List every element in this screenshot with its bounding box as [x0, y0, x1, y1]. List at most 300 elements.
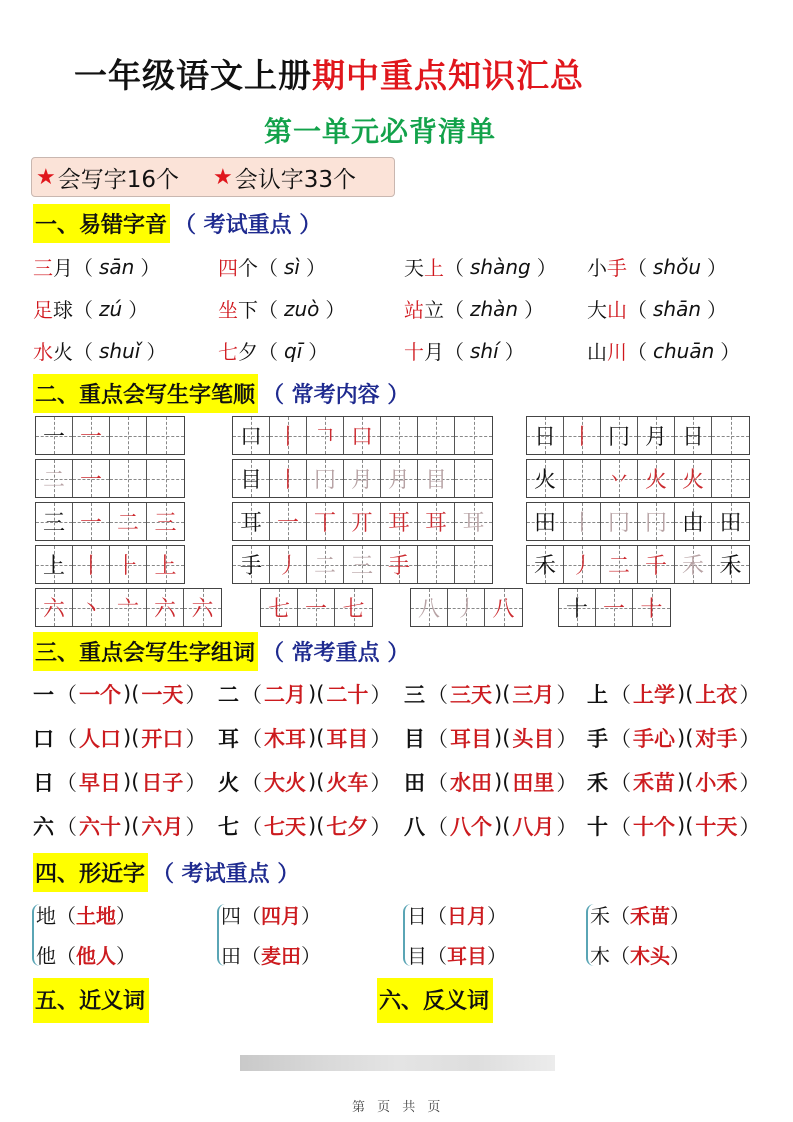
stroke-cell: [110, 460, 147, 497]
open-paren: （: [241, 944, 261, 968]
similar-item: [407, 940, 507, 969]
stroke-cell: [601, 460, 638, 497]
page-subtitle: 第一单元必背清单: [264, 115, 497, 148]
char: 月: [424, 340, 444, 364]
char: 目: [407, 944, 427, 968]
stroke-glyph: 火: [644, 468, 667, 493]
stroke-glyph: 三: [350, 554, 373, 579]
stroke-cell: [184, 589, 221, 626]
section-5-title: 五、近义词: [33, 978, 149, 1023]
close-paren: ）: [140, 256, 161, 280]
stroke-glyph: 丷: [607, 468, 630, 493]
stroke-cell: [307, 503, 344, 540]
close-paren: ）: [116, 944, 136, 968]
close-paren: ）: [536, 256, 557, 280]
stroke-cell: [270, 503, 307, 540]
stroke-cell: [564, 460, 601, 497]
stroke-cell: [307, 417, 344, 454]
stroke-glyph: 冂: [607, 511, 630, 536]
page-footer: 第 页 共 页: [352, 1100, 445, 1115]
pinyin-item: [587, 336, 740, 365]
paren-sep: )(: [494, 726, 511, 750]
open-paren: （: [258, 256, 278, 280]
char: 大: [587, 298, 607, 322]
open-paren: （: [241, 771, 262, 795]
open-paren: （: [241, 815, 262, 839]
close-paren: ）: [739, 771, 761, 795]
stroke-glyph: 二: [313, 554, 336, 579]
stroke-cell: [270, 417, 307, 454]
word-2: 对手: [695, 727, 738, 751]
open-paren: （: [56, 904, 76, 928]
char: 禾: [590, 904, 610, 928]
stroke-glyph: 耳: [462, 511, 485, 536]
open-paren: （: [627, 298, 647, 322]
stroke-cell: [381, 417, 418, 454]
word: 木头: [630, 944, 670, 968]
stroke-cell: [712, 546, 749, 583]
stroke-glyph: ⺊: [116, 554, 139, 579]
stroke-glyph: 目: [239, 468, 262, 493]
stroke-cell: [73, 589, 110, 626]
word-2: 上衣: [695, 683, 738, 707]
paren-sep: )(: [123, 682, 140, 706]
stroke-glyph: 口: [239, 425, 262, 450]
open-paren: （: [427, 771, 448, 795]
write-count: [36, 161, 179, 194]
char: 天: [404, 256, 424, 280]
stroke-cell: [73, 460, 110, 497]
word-2: 一天: [141, 683, 184, 707]
stroke-cell: [638, 417, 675, 454]
stroke-cell: [36, 503, 73, 540]
stroke-glyph: 手: [239, 554, 262, 579]
close-paren: ）: [128, 298, 149, 322]
stroke-glyph: 口: [350, 425, 373, 450]
word-1: 八个: [450, 815, 492, 839]
open-paren: （: [427, 815, 448, 839]
stroke-cell: [418, 460, 455, 497]
stroke-grid-0: [35, 416, 185, 455]
similar-item: [36, 900, 136, 929]
stroke-glyph: 日: [681, 425, 704, 450]
open-paren: （: [241, 727, 262, 751]
close-paren: ）: [739, 727, 761, 751]
stroke-cell: [564, 546, 601, 583]
section-3-title: 三、重点会写生字组词: [33, 632, 258, 671]
word-1: 木耳: [264, 727, 306, 751]
stroke-glyph: 日: [533, 425, 556, 450]
stroke-cell: [73, 546, 110, 583]
paren-sep: )(: [308, 814, 325, 838]
paren-sep: )(: [677, 726, 694, 750]
char: 火: [53, 340, 73, 364]
char: 三: [33, 256, 53, 280]
stroke-cell: [147, 589, 184, 626]
word-2: 八月: [512, 815, 555, 839]
close-paren: ）: [308, 340, 329, 364]
char: 下: [238, 298, 258, 322]
similar-item: [590, 940, 690, 969]
open-paren: （: [73, 340, 93, 364]
char: 小: [587, 256, 607, 280]
pinyin-text: chuān: [653, 338, 715, 363]
open-paren: （: [610, 904, 630, 928]
stroke-glyph: 一: [602, 597, 625, 622]
stroke-cell: [418, 503, 455, 540]
stroke-cell: [381, 546, 418, 583]
base-char: 三: [404, 683, 425, 707]
open-paren: （: [444, 340, 464, 364]
stroke-glyph: 丿: [570, 554, 593, 579]
char: 四: [218, 256, 238, 280]
open-paren: （: [610, 815, 631, 839]
stroke-cell: [147, 503, 184, 540]
star-icon: ★: [36, 164, 56, 190]
open-paren: （: [241, 904, 261, 928]
word-1: 七天: [264, 815, 306, 839]
close-paren: ）: [370, 727, 392, 751]
pinyin-text: zuò: [284, 296, 320, 321]
pinyin-item: [33, 294, 148, 323]
stroke-grid-4: [232, 416, 493, 455]
write-count-label: 会写字16个: [57, 166, 180, 193]
stroke-cell: [527, 417, 564, 454]
stroke-glyph: 由: [681, 511, 704, 536]
paren-sep: )(: [677, 770, 694, 794]
similar-item: [36, 940, 136, 969]
word-2: 六月: [141, 815, 184, 839]
stroke-glyph: 八: [417, 597, 440, 622]
stroke-grid-2: [35, 502, 185, 541]
stroke-cell: [344, 503, 381, 540]
char: 站: [404, 298, 424, 322]
open-paren: （: [258, 298, 278, 322]
section-6-heading: [377, 978, 493, 1023]
section-4-note: （ 考试重点 ）: [152, 861, 300, 887]
pinyin-item: [218, 294, 345, 323]
open-paren: （: [56, 944, 76, 968]
open-paren: （: [610, 683, 631, 707]
stroke-cell: [233, 417, 270, 454]
stroke-glyph: 三: [154, 511, 177, 536]
recognize-count-label: 会认字33个: [234, 166, 357, 193]
word: 四月: [261, 904, 301, 928]
stroke-cell: [633, 589, 670, 626]
stroke-cell: [455, 546, 492, 583]
pinyin-item: [587, 294, 727, 323]
close-paren: ）: [487, 904, 507, 928]
pinyin-item: [404, 252, 557, 281]
stroke-glyph: 六: [42, 597, 65, 622]
char: 水: [33, 340, 53, 364]
stroke-glyph: 丿: [454, 597, 477, 622]
stroke-cell: [344, 460, 381, 497]
stroke-glyph: 月: [387, 468, 410, 493]
stroke-cell: [110, 503, 147, 540]
word-group: [404, 767, 579, 797]
word-1: 人口: [79, 727, 121, 751]
paren-sep: )(: [494, 814, 511, 838]
stroke-cell: [36, 546, 73, 583]
similar-item: [221, 900, 321, 929]
section-2-title: 二、重点会写生字笔顺: [33, 374, 258, 413]
section-3-note: （ 常考重点 ）: [262, 640, 410, 666]
pinyin-item: [33, 252, 160, 281]
open-paren: （: [610, 944, 630, 968]
word-1: 大火: [264, 771, 306, 795]
pinyin-item: [218, 252, 326, 281]
stroke-cell: [712, 503, 749, 540]
base-char: 火: [218, 771, 239, 795]
stroke-cell: [73, 417, 110, 454]
pinyin-text: shǒu: [653, 254, 702, 279]
base-char: 六: [33, 815, 54, 839]
close-paren: ）: [370, 683, 392, 707]
pinyin-text: shàng: [470, 254, 531, 279]
open-paren: （: [56, 815, 77, 839]
open-paren: （: [427, 904, 447, 928]
close-paren: ）: [707, 298, 728, 322]
stroke-grid-11: [526, 545, 750, 584]
section-2-note: （ 常考内容 ）: [262, 382, 410, 408]
word: 日月: [447, 904, 487, 928]
stroke-cell: [675, 417, 712, 454]
stroke-grid-12: [35, 588, 222, 627]
close-paren: ）: [524, 298, 545, 322]
word-2: 三月: [512, 683, 555, 707]
section-1-note: （ 考试重点 ）: [174, 212, 322, 238]
stroke-grid-10: [526, 502, 750, 541]
base-char: 禾: [587, 771, 608, 795]
title-black-part: 一年级语文上册: [74, 56, 312, 95]
word-2: 头目: [512, 727, 555, 751]
stroke-glyph: 二: [116, 511, 139, 536]
paren-sep: )(: [308, 770, 325, 794]
stroke-cell: [335, 589, 372, 626]
stroke-glyph: 耳: [424, 511, 447, 536]
pinyin-text: zú: [99, 296, 123, 321]
char: 上: [424, 256, 444, 280]
stroke-cell: [147, 546, 184, 583]
page-title: [74, 50, 584, 97]
word: 他人: [76, 944, 116, 968]
open-paren: （: [427, 944, 447, 968]
open-paren: （: [258, 340, 278, 364]
base-char: 日: [33, 771, 54, 795]
stroke-grid-3: [35, 545, 185, 584]
stroke-glyph: 丨: [276, 468, 299, 493]
char: 木: [590, 944, 610, 968]
stroke-grid-5: [232, 459, 493, 498]
close-paren: ）: [370, 771, 392, 795]
stroke-glyph: 一: [276, 511, 299, 536]
stroke-glyph: 一: [79, 511, 102, 536]
stroke-cell: [233, 546, 270, 583]
word-group: [404, 723, 579, 753]
char: 球: [53, 298, 73, 322]
close-paren: ）: [556, 727, 578, 751]
open-paren: （: [627, 340, 647, 364]
paren-sep: )(: [123, 770, 140, 794]
pinyin-text: qī: [284, 338, 303, 363]
base-char: 一: [33, 683, 54, 707]
stroke-glyph: 上: [42, 554, 65, 579]
stroke-glyph: 丨: [79, 554, 102, 579]
character-count-box: [31, 157, 395, 197]
char: 地: [36, 904, 56, 928]
stroke-cell: [448, 589, 485, 626]
close-paren: ）: [325, 298, 346, 322]
open-paren: （: [444, 298, 464, 322]
stroke-glyph: 六: [191, 597, 214, 622]
close-paren: ）: [707, 256, 728, 280]
stroke-glyph: 田: [719, 511, 742, 536]
open-paren: （: [610, 727, 631, 751]
base-char: 二: [218, 683, 239, 707]
stroke-cell: [110, 417, 147, 454]
stroke-cell: [344, 546, 381, 583]
close-paren: ）: [185, 683, 207, 707]
open-paren: （: [444, 256, 464, 280]
stroke-grid-15: [558, 588, 671, 627]
pinyin-text: sì: [284, 254, 300, 279]
word-2: 二十: [326, 683, 369, 707]
word-group: [33, 679, 208, 709]
stroke-glyph: 丶: [79, 597, 102, 622]
stroke-glyph: 目: [424, 468, 447, 493]
stroke-glyph: 上: [154, 554, 177, 579]
stroke-cell: [381, 503, 418, 540]
stroke-glyph: 十: [565, 597, 588, 622]
stroke-glyph: 六: [153, 597, 176, 622]
stroke-cell: [36, 417, 73, 454]
word-2: 日子: [141, 771, 184, 795]
word-1: 六十: [79, 815, 121, 839]
stroke-cell: [233, 460, 270, 497]
stroke-glyph: 丌: [350, 511, 373, 536]
stroke-glyph: 丨: [276, 425, 299, 450]
stroke-grid-9: [526, 459, 750, 498]
base-char: 上: [587, 683, 608, 707]
stroke-cell: [564, 503, 601, 540]
section-1-title: 一、易错字音: [33, 204, 170, 243]
pinyin-text: shuǐ: [99, 338, 141, 363]
open-paren: （: [427, 683, 448, 707]
stroke-cell: [564, 417, 601, 454]
char: 山: [587, 340, 607, 364]
char: 个: [238, 256, 258, 280]
section-3-heading: [33, 632, 409, 671]
pinyin-item: [33, 336, 166, 365]
word-group: [587, 767, 762, 797]
stroke-glyph: 一: [42, 425, 65, 450]
word-1: 水田: [450, 771, 492, 795]
close-paren: ）: [370, 815, 392, 839]
stroke-glyph: 冂: [607, 425, 630, 450]
close-paren: ）: [556, 683, 578, 707]
stroke-cell: [344, 417, 381, 454]
stroke-glyph: 田: [533, 511, 556, 536]
stroke-glyph: 月: [644, 425, 667, 450]
stroke-glyph: 禾: [719, 554, 742, 579]
base-char: 七: [218, 815, 239, 839]
word-2: 十天: [695, 815, 738, 839]
section-2-heading: [33, 374, 409, 413]
stroke-cell: [73, 503, 110, 540]
char: 手: [607, 256, 627, 280]
stroke-cell: [298, 589, 335, 626]
close-paren: ）: [556, 815, 578, 839]
stroke-glyph: 七: [342, 597, 365, 622]
word-1: 二月: [264, 683, 306, 707]
stroke-cell: [110, 546, 147, 583]
stroke-cell: [270, 460, 307, 497]
close-paren: ）: [146, 340, 167, 364]
word-group: [218, 679, 393, 709]
stroke-grid-13: [260, 588, 373, 627]
stroke-glyph: 二: [42, 468, 65, 493]
paren-sep: )(: [308, 682, 325, 706]
stroke-cell: [596, 589, 633, 626]
word-group: [404, 679, 579, 709]
stroke-glyph: 一: [304, 597, 327, 622]
word-group: [33, 723, 208, 753]
pinyin-text: shí: [470, 338, 499, 363]
close-paren: ）: [185, 771, 207, 795]
stroke-cell: [601, 546, 638, 583]
open-paren: （: [73, 256, 93, 280]
similar-item: [221, 940, 321, 969]
stroke-cell: [601, 503, 638, 540]
stroke-glyph: 十: [640, 597, 663, 622]
stroke-glyph: 禾: [681, 554, 704, 579]
title-red-part: 期中重点知识汇总: [312, 56, 584, 95]
stroke-cell: [36, 460, 73, 497]
word: 土地: [76, 904, 116, 928]
pinyin-item: [404, 294, 544, 323]
pinyin-text: zhàn: [470, 296, 519, 321]
stroke-glyph: 冂: [644, 511, 667, 536]
open-paren: （: [241, 683, 262, 707]
char: 他: [36, 944, 56, 968]
base-char: 田: [404, 771, 425, 795]
base-char: 手: [587, 727, 608, 751]
stroke-glyph: 一: [79, 425, 102, 450]
stroke-cell: [601, 417, 638, 454]
similar-item: [407, 900, 507, 929]
word-1: 早日: [79, 771, 121, 795]
char: 坐: [218, 298, 238, 322]
word-1: 一个: [79, 683, 121, 707]
base-char: 十: [587, 815, 608, 839]
word-group: [587, 679, 762, 709]
stroke-cell: [638, 546, 675, 583]
stroke-glyph: 耳: [239, 511, 262, 536]
stroke-cell: [455, 417, 492, 454]
word-1: 三天: [450, 683, 492, 707]
char: 四: [221, 904, 241, 928]
close-paren: ）: [487, 944, 507, 968]
open-paren: （: [610, 771, 631, 795]
stroke-glyph: 七: [267, 597, 290, 622]
word-group: [404, 811, 579, 841]
stroke-glyph: 亠: [116, 597, 139, 622]
stroke-cell: [307, 460, 344, 497]
stroke-cell: [527, 460, 564, 497]
char: 十: [404, 340, 424, 364]
stroke-cell: [261, 589, 298, 626]
